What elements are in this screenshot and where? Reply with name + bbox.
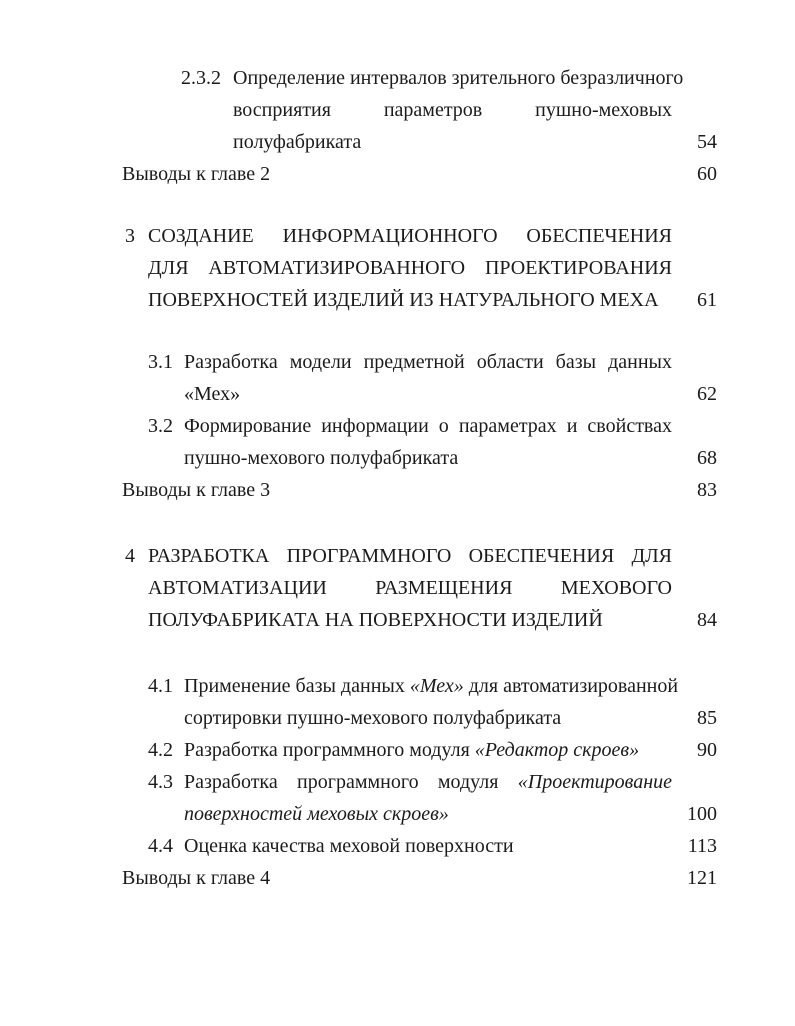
page-number: 113: [687, 835, 717, 857]
chapter-number: 3: [125, 225, 135, 247]
toc-entry-conclusions-ch4: [122, 862, 717, 894]
toc-line: сортировки пушно-мехового полуфабриката: [184, 707, 562, 729]
toc-line: Разработка модели предметной области базы данных: [184, 351, 672, 373]
toc-line: [184, 670, 679, 702]
chapter-number: 4: [125, 545, 135, 567]
toc-entry-4-3: [122, 766, 717, 830]
toc-line: Формирование информации о параметрах и свойствах: [184, 415, 672, 437]
page-number: 54: [697, 131, 717, 153]
toc-line: Оценка качества меховой поверхности: [184, 835, 514, 857]
table-of-contents: [122, 62, 717, 894]
entry-text: [184, 346, 672, 410]
section-number: 3.1: [148, 351, 173, 373]
page-number: 68: [697, 447, 717, 469]
section-number: 2.3.2: [181, 67, 221, 89]
text-segment-italic: «Редактор скроев»: [474, 739, 640, 761]
entry-text: [122, 862, 662, 894]
text-segment-italic: «Мех»: [409, 675, 464, 697]
page-number: 85: [697, 707, 717, 729]
page-number: 61: [697, 289, 717, 311]
toc-line: восприятия параметров пушно-меховых: [233, 99, 672, 121]
section-number: 3.2: [148, 415, 173, 437]
entry-text: [184, 670, 679, 734]
toc-line: СОЗДАНИЕ ИНФОРМАЦИОННОГО ОБЕСПЕЧЕНИЯ: [148, 225, 672, 247]
toc-entry-chapter-3: [122, 220, 717, 316]
entry-text: [233, 62, 684, 158]
toc-line: ПОЛУФАБРИКАТА НА ПОВЕРХНОСТИ ИЗДЕЛИЙ: [148, 609, 603, 631]
page-number: 100: [687, 803, 717, 825]
toc-line: [184, 734, 672, 766]
entry-text: [122, 474, 662, 506]
toc-entry-4-2: [122, 734, 717, 766]
toc-line: поверхностей меховых скроев»: [184, 803, 449, 825]
toc-line: Выводы к главе 3: [122, 479, 271, 501]
toc-entry-conclusions-ch3: [122, 474, 717, 506]
entry-text: [184, 410, 672, 474]
toc-entry-2-3-2: [122, 62, 717, 158]
toc-entry-3-1: [122, 346, 717, 410]
entry-text: [184, 766, 672, 830]
toc-line: «Мех»: [184, 383, 241, 405]
entry-text: [184, 830, 672, 862]
entry-text: [148, 540, 672, 636]
page-number: 90: [697, 739, 717, 761]
toc-entry-chapter-4: [122, 540, 717, 636]
toc-line: АВТОМАТИЗАЦИИ РАЗМЕЩЕНИЯ МЕХОВОГО: [148, 577, 672, 599]
page-number: 121: [687, 867, 717, 889]
toc-entry-4-4: [122, 830, 717, 862]
toc-entry-3-2: [122, 410, 717, 474]
text-segment: Разработка программного модуля: [184, 739, 475, 761]
toc-line: Выводы к главе 4: [122, 867, 271, 889]
toc-line: [184, 766, 672, 798]
page-number: 60: [697, 163, 717, 185]
entry-text: [122, 158, 662, 190]
section-number: 4.1: [148, 675, 173, 697]
toc-line: пушно-мехового полуфабриката: [184, 447, 459, 469]
toc-line: ПОВЕРХНОСТЕЙ ИЗДЕЛИЙ ИЗ НАТУРАЛЬНОГО МЕХА: [148, 289, 659, 311]
text-segment: Разработка программного модуля: [184, 771, 518, 793]
toc-entry-4-1: [122, 670, 717, 734]
toc-entry-conclusions-ch2: [122, 158, 717, 190]
page-number: 84: [697, 609, 717, 631]
text-segment-italic: «Проектирование: [517, 771, 672, 793]
toc-line: Определение интервалов зрительного безразличного: [233, 67, 684, 89]
entry-text: [148, 220, 672, 316]
toc-line: Выводы к главе 2: [122, 163, 271, 185]
section-number: 4.3: [148, 771, 173, 793]
section-number: 4.4: [148, 835, 173, 857]
section-number: 4.2: [148, 739, 173, 761]
toc-line: полуфабриката: [233, 131, 362, 153]
text-segment: для автоматизированной: [463, 675, 679, 697]
toc-line: ДЛЯ АВТОМАТИЗИРОВАННОГО ПРОЕКТИРОВАНИЯ: [148, 257, 672, 279]
page-number: 62: [697, 383, 717, 405]
toc-line: РАЗРАБОТКА ПРОГРАММНОГО ОБЕСПЕЧЕНИЯ ДЛЯ: [148, 545, 672, 567]
text-segment: Применение базы данных: [184, 675, 410, 697]
page-number: 83: [697, 479, 717, 501]
entry-text: [184, 734, 672, 766]
